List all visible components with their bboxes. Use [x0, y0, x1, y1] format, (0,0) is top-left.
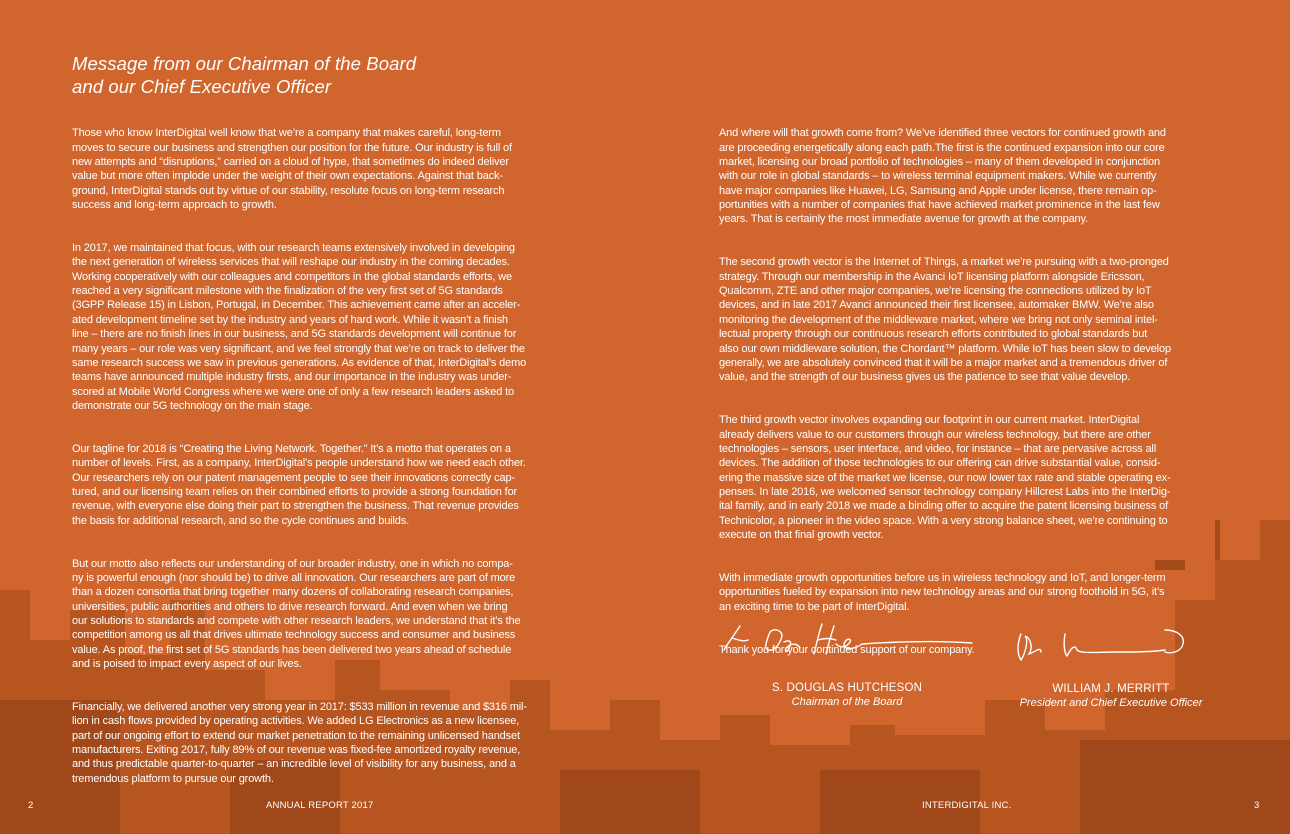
- ceo-title: President and Chief Executive Officer: [1019, 697, 1203, 709]
- left-text-column: [72, 112, 572, 815]
- paragraph: With immediate growth opportunities before us in wireless technology and IoT, and longer-term opportunities fueled by expansion into new technology areas and our strong foothold in 5G, it’s an exciting time to be part of InterDigital.: [719, 572, 1166, 613]
- paragraph: And where will that growth come from? We’ve identified three vectors for continued growth and are proceeding energetically along each path.The first is the continued expansion into our core market, licensing our broad portfolio of technologies – many of them developed in conjunction with our role in global standards – to wireless terminal equipment makers. While we currently have major companies like Huawei, LG, Samsung and Apple under license, there remain op- portunities with a number of companies that have achieved market prominence in the last few years. That is certainly the most immediate avenue for growth at the company.: [719, 127, 1166, 226]
- right-footer-label: INTERDIGITAL INC.: [922, 800, 1012, 811]
- paragraph: The second growth vector is the Internet of Things, a market we’re pursuing with a two-pronged strategy. Through our membership in the Avanci IoT licensing platform alongside Ericsson, Qualcomm, ZTE and other major companies, we’re licensing the connections utilized by IoT devices, and in late 2017 Avanci announced their first licensee, automaker BMW. We’re also monitoring the development of the middleware market, where we bring not only seminal intel- lectual property through our continuous research efforts contributed to global standards but also our own middleware solution, the Chordant™ platform. While IoT has been slow to develop generally, we are absolutely convinced that it will be a major market and a tremendous driver of value, and the strength of our business gives us the patience to see that value develop.: [719, 256, 1171, 384]
- page-heading: [72, 52, 416, 98]
- left-page-number: 2: [28, 800, 34, 811]
- paragraph: The third growth vector involves expanding our footprint in our current market. InterDigital already delivers value to our customers through our wireless technology, but there are other technologies – sensors, user interface, and video, for instance – that are pervasive across all devices. The addition of those technologies to our offering can drive substantial value, consid- ering the massive size of the market we license, our now lower tax rate and stable operating ex- penses. In late 2016, we welcomed sensor technology company Hillcrest Labs into the InterDig- ital family, and in early 2018 we made a binding offer to acquire the patent licensing business of Technicolor, a pioneer in the video space. With a very strong balance sheet, we’re continuing to execute on that final growth vector.: [719, 414, 1171, 541]
- hutcheson-signature: [722, 618, 977, 663]
- heading-line-1: Message from our Chairman of the Board: [72, 53, 417, 74]
- paragraph: Financially, we delivered another very strong year in 2017: $533 million in revenue and $316 mil- lion in cash flows provided by operating activities. We added LG Electronics as a new licensee, part of our ongoing effort to extend our market penetration to the remaining unlicensed handset manufacturers. Exiting 2017, fully 89% of our revenue was fixed-fee amortized royalty revenue, and thus predictable quarter-to-quarter – an incredible level of visibility for any business, and a tremendous platform to pursue our growth.: [72, 701, 527, 785]
- right-page-number: 3: [1254, 800, 1260, 811]
- paragraph: But our motto also reflects our understanding of our broader industry, one in which no compa- ny is powerful enough (nor should be) to drive all innovation. Our researchers are part of more than a dozen consortia that bring together many dozens of collaborating research companies, universities, public authorities and others to drive research forward. And even when we bring our solutions to standards and compete with other research leaders, we understand that it’s the competition among us all that drives ultimate technology success and consumer and business value. As proof, the first set of 5G standards has been delivered two years ahead of schedule and is poised to impact every aspect of our lives.: [72, 557, 521, 671]
- merritt-signature: [1015, 624, 1195, 664]
- paragraph: Those who know InterDigital well know that we’re a company that makes careful, long-term moves to secure our business and strengthen our position for the future. Our industry is full of new attempts and “disruptions,” carried on a cloud of hype, that sometimes do indeed deliver value but more often implode under the weight of their own expectations. Against that back- ground, InterDigital stands out by virtue of our stability, resolute focus on long-term research success and long-term approach to growth.: [72, 127, 512, 212]
- right-text-column: [719, 112, 1219, 686]
- chairman-name: S. DOUGLAS HUTCHESON: [771, 682, 923, 694]
- left-footer-label: ANNUAL REPORT 2017: [266, 800, 374, 811]
- heading-line-2: and our Chief Executive Officer: [72, 76, 332, 97]
- paragraph: Thank you for your continued support of our company.: [719, 643, 975, 656]
- ceo-name: WILLIAM J. MERRITT: [1052, 683, 1170, 695]
- paragraph: In 2017, we maintained that focus, with our research teams extensively involved in developing the next generation of wireless services that will reshape our industry in the coming decades. Working cooperatively with our colleagues and competitors in the global standards efforts, we reached a very significant milestone with the finalization of the very first set of 5G standards (3GPP Release 15) in Lisbon, Portugal, in December. This achievement came after an acceler- ated development timeline set by the industry and years of hard work. While it wasn’t a finish line – there are no finish lines in our business, and 5G standards development will continue for many years – our role was very significant, and we feel strongly that we’re on track to deliver the same research success we saw in previous generations. As evidence of that, InterDigital’s demo teams have announced multiple industry firsts, and our importance in the industry was under- scored at Mobile World Congress where we were one of only a few research leaders asked to demonstrate our 5G technology on the main stage.: [72, 242, 527, 412]
- chairman-title: Chairman of the Board: [791, 696, 903, 708]
- paragraph: Our tagline for 2018 is “Creating the Living Network. Together.” It’s a motto that operates on a number of levels. First, as a company, InterDigital’s people understand how we need each other. Our researchers rely on our patent management people to see their innovations correctly cap- tured, and our licensing team relies on their combined efforts to provide a strong foundation for revenue, with everyone else doing their part to strengthen the business. That revenue provides the basis for additional research, and so the cycle continues and builds.: [72, 442, 526, 527]
